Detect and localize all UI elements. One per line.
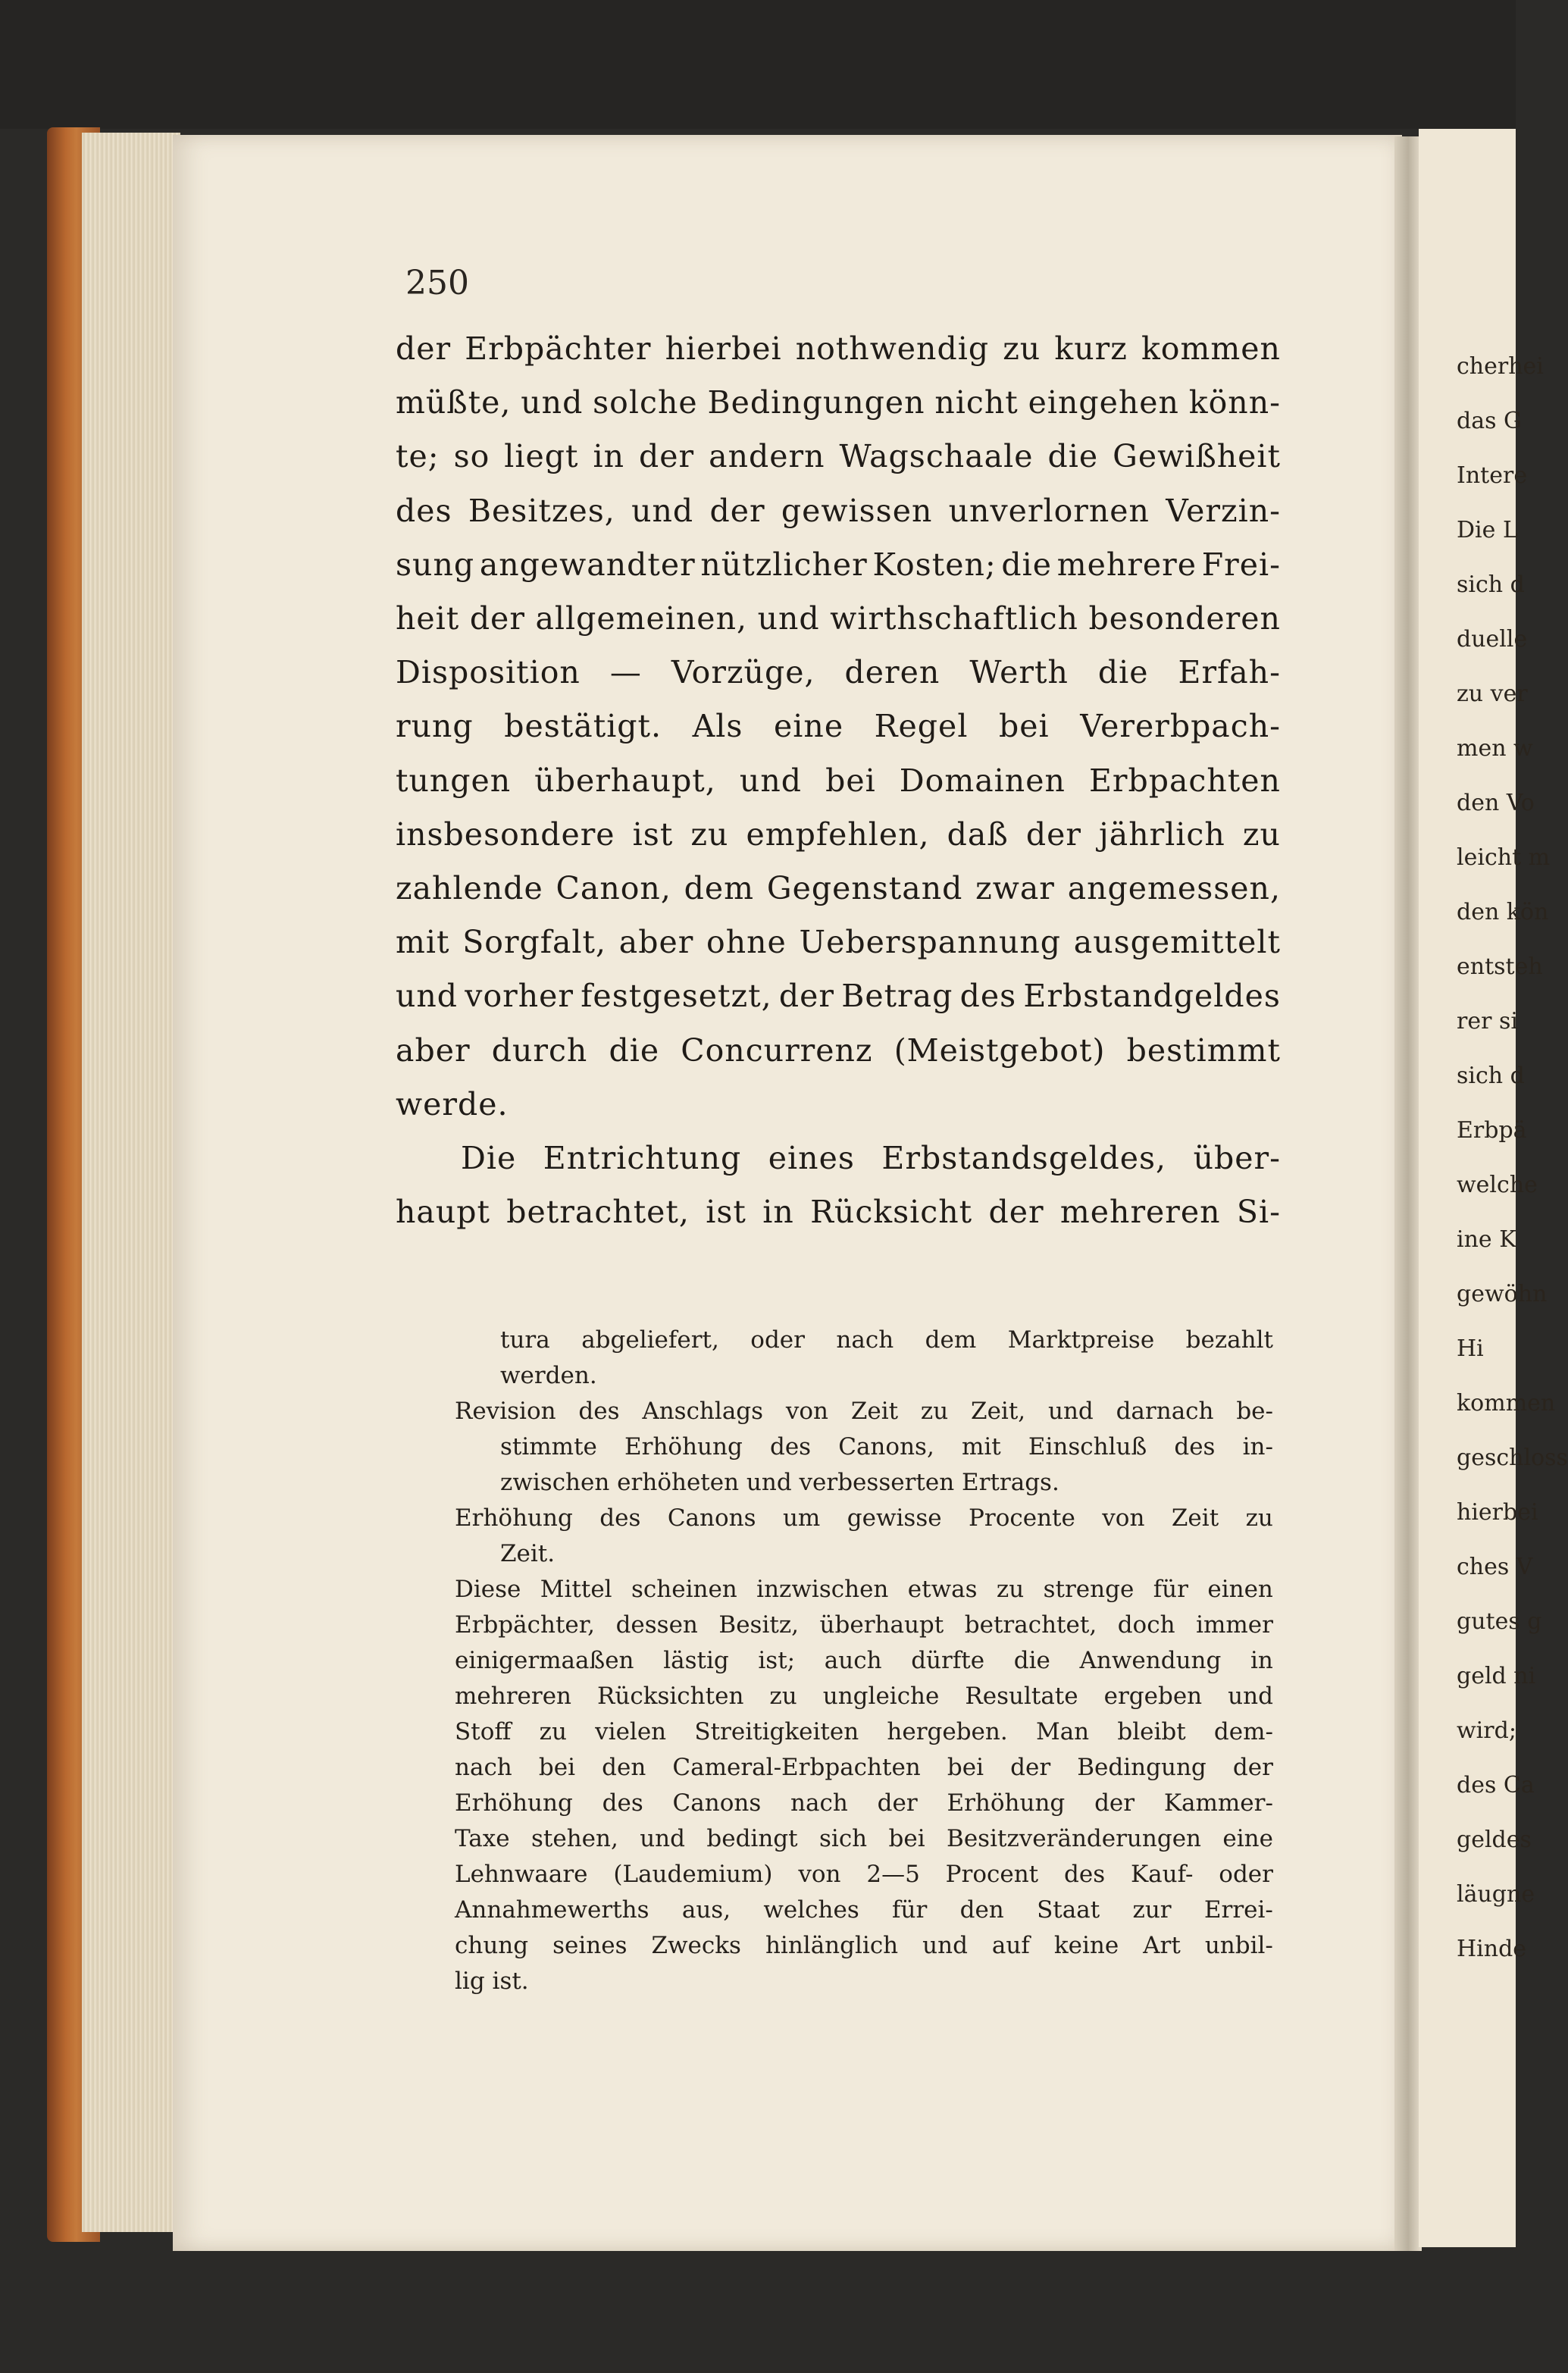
- text-line: zahlende Canon, dem Gegenstand zwar angemessen,: [396, 870, 1281, 907]
- facing-line: rer si: [1457, 1008, 1518, 1035]
- footnote-line: mehreren Rücksichten zu ungleiche Resultate ergeben und: [455, 1683, 1273, 1710]
- facing-line: Die L: [1457, 517, 1518, 543]
- facing-line: kommen: [1457, 1390, 1556, 1417]
- footnote-line: Taxe stehen, und bedingt sich bei Besitzveränderungen eine: [455, 1825, 1273, 1852]
- footnote-line: lig ist.: [455, 1968, 529, 1995]
- main-text: [396, 322, 1281, 1239]
- text-line: sung angewandter nützlicher Kosten; die mehrere Frei-: [396, 546, 1281, 583]
- footnote-line: Erhöhung des Canons um gewisse Procente von Zeit zu: [455, 1504, 1273, 1532]
- facing-line: hierbei: [1457, 1499, 1538, 1526]
- facing-line: ches V: [1457, 1554, 1533, 1580]
- page-stack-edge: [82, 133, 180, 2232]
- page-number: 250: [405, 264, 469, 302]
- footnote-line: tura abgeliefert, oder nach dem Marktpreise bezahlt: [500, 1326, 1273, 1354]
- footnote-line: Stoff zu vielen Streitigkeiten hergeben. Man bleibt dem-: [455, 1718, 1273, 1745]
- footnote-line: zwischen erhöheten und verbesserten Ertrags.: [500, 1469, 1059, 1496]
- facing-line: ine K: [1457, 1226, 1516, 1253]
- footnote-line: stimmte Erhöhung des Canons, mit Einschluß des in-: [500, 1433, 1273, 1460]
- facing-line: entsteh: [1457, 953, 1543, 980]
- facing-line: den Vo: [1457, 790, 1535, 816]
- footnote-line: Erhöhung des Canons nach der Erhöhung der Kammer-: [455, 1789, 1273, 1817]
- facing-line: leicht m: [1457, 844, 1551, 871]
- footnote-block: [455, 1323, 1273, 1999]
- footnote-line: Revision des Anschlags von Zeit zu Zeit, und darnach be-: [455, 1398, 1273, 1425]
- facing-line: sich d: [1457, 1063, 1525, 1089]
- text-line: werde.: [396, 1085, 509, 1122]
- facing-line: duelle: [1457, 626, 1528, 653]
- footnote-line: Diese Mittel scheinen inzwischen etwas zu strenge für einen: [455, 1576, 1273, 1603]
- text-line: rung bestätigt. Als eine Regel bei Vererbpach-: [396, 708, 1281, 745]
- text-line: haupt betrachtet, ist in Rücksicht der mehreren Si-: [396, 1194, 1281, 1231]
- footnote-line: nach bei den Cameral-Erbpachten bei der Bedingung der: [455, 1754, 1273, 1781]
- facing-line: wird;: [1457, 1717, 1516, 1744]
- facing-line: das G: [1457, 408, 1522, 434]
- text-line: mit Sorgfalt, aber ohne Ueberspannung ausgemittelt: [396, 924, 1281, 961]
- facing-line: geld ni: [1457, 1663, 1536, 1689]
- text-line: heit der allgemeinen, und wirthschaftlich besonderen: [396, 600, 1281, 637]
- footnote-line: Annahmewerths aus, welches für den Staat zur Errei-: [455, 1896, 1273, 1924]
- footnote-line: Lehnwaare (Laudemium) von 2—5 Procent des Kauf- oder: [455, 1861, 1273, 1888]
- facing-line: des Ca: [1457, 1772, 1535, 1799]
- facing-line: men w: [1457, 735, 1533, 762]
- text-line: müßte, und solche Bedingungen nicht eingehen könn-: [396, 384, 1281, 421]
- facing-page-text: [1457, 340, 1568, 1977]
- text-line: insbesondere ist zu empfehlen, daß der jährlich zu: [396, 816, 1281, 853]
- facing-line: Hi: [1457, 1335, 1484, 1362]
- text-line: Disposition — Vorzüge, deren Werth die Erfah-: [396, 654, 1281, 691]
- facing-line: sich d: [1457, 571, 1525, 598]
- text-line: der Erbpächter hierbei nothwendig zu kurz kommen: [396, 330, 1281, 367]
- facing-line: den kön: [1457, 899, 1549, 925]
- facing-line: zu ver: [1457, 681, 1528, 707]
- facing-line: gewöhn: [1457, 1281, 1548, 1307]
- text-line: te; so liegt in der andern Wagschaale die Gewißheit: [396, 438, 1281, 475]
- book-gutter: [1394, 136, 1422, 2251]
- footnote-line: einigermaaßen lästig ist; auch dürfte die Anwendung in: [455, 1647, 1273, 1674]
- footnote-line: Erbpächter, dessen Besitz, überhaupt betrachtet, doch immer: [455, 1611, 1273, 1639]
- footnote-line: werden.: [500, 1362, 597, 1389]
- text-line: des Besitzes, und der gewissen unverlornen Verzin-: [396, 492, 1281, 529]
- facing-line: geschloss: [1457, 1445, 1568, 1471]
- text-line: tungen überhaupt, und bei Domainen Erbpachten: [396, 762, 1281, 799]
- text-line: Die Entrichtung eines Erbstandsgeldes, über-: [461, 1140, 1281, 1177]
- facing-line: cherhei: [1457, 353, 1544, 380]
- footnote-line: chung seines Zwecks hinlänglich und auf keine Art unbil-: [455, 1932, 1273, 1959]
- facing-line: geldes: [1457, 1827, 1532, 1853]
- footnote-line: Zeit.: [500, 1540, 556, 1567]
- facing-line: gutes g: [1457, 1608, 1542, 1635]
- background-shadow: [0, 0, 1516, 129]
- facing-line: Erbpä: [1457, 1117, 1527, 1144]
- text-line: und vorher festgesetzt, der Betrag des Erbstandgeldes: [396, 978, 1281, 1015]
- facing-line: Intere: [1457, 462, 1528, 489]
- facing-line: Hinde: [1457, 1936, 1527, 1962]
- text-line: aber durch die Concurrenz (Meistgebot) bestimmt: [396, 1032, 1281, 1069]
- facing-line: läugne: [1457, 1881, 1535, 1908]
- facing-line: welche: [1457, 1172, 1538, 1198]
